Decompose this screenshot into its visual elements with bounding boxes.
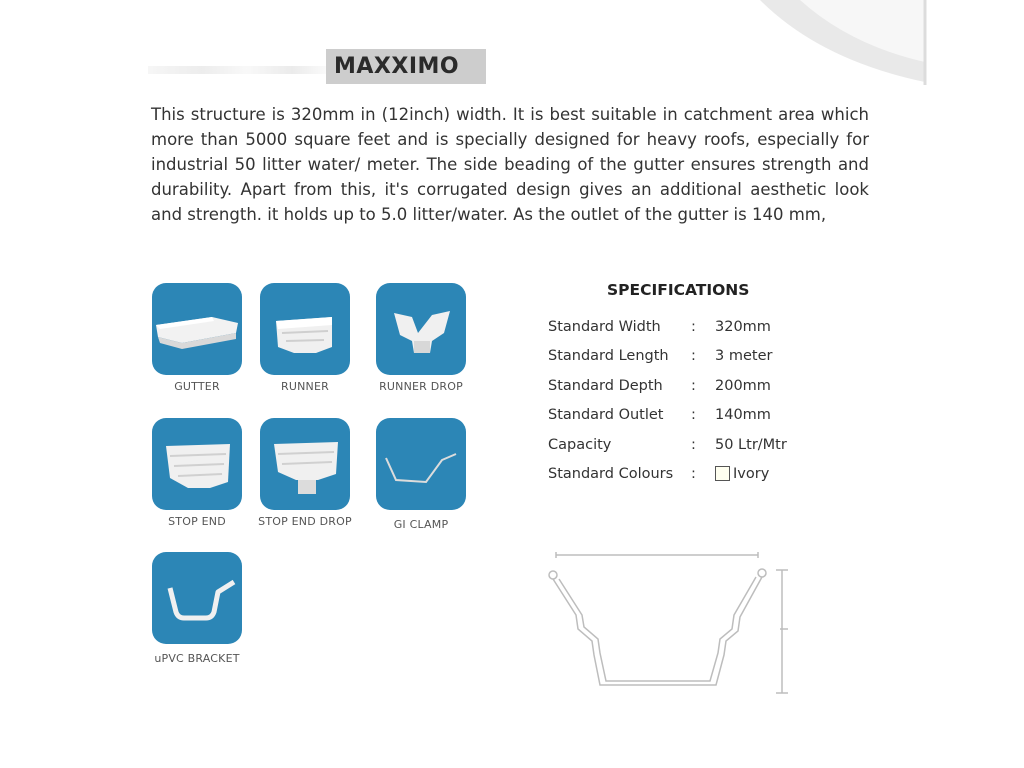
stop-end-label: STOP END — [168, 515, 226, 528]
spec-separator: : — [691, 466, 696, 482]
product-title: MAXXIMO — [326, 49, 486, 84]
spec-value: 3 meter — [715, 348, 773, 364]
runner-icon — [260, 283, 350, 375]
title-smudge — [148, 66, 328, 74]
product-description: This structure is 320mm in (12inch) width. It is best suitable in catchment area which more than 5000 square feet and is specially designed for heavy roofs, especially for industrial 50 litter water/ meter. The side beading of the gutter ensures strength and durability. Apart from this, it's corrugated design gives an additional aesthetic look and strength. it holds up to 5.0 litter/water. As the outlet of the gutter is 140 mm, — [151, 105, 869, 224]
colour-name: Ivory — [733, 466, 770, 482]
spec-value: 320mm — [715, 319, 771, 335]
spec-key: Standard Depth — [548, 378, 663, 394]
gutter-tile[interactable] — [152, 283, 242, 375]
gutter-label: GUTTER — [174, 380, 220, 393]
gutter-profile-diagram — [530, 545, 800, 705]
spec-key: Standard Length — [548, 348, 669, 364]
runner-label: RUNNER — [281, 380, 329, 393]
specifications-heading: SPECIFICATIONS — [607, 281, 750, 299]
spec-separator: : — [691, 378, 696, 394]
spec-separator: : — [691, 319, 696, 335]
spec-key: Standard Colours — [548, 466, 674, 482]
corner-decoration — [760, 0, 930, 90]
upvc-bracket-tile[interactable] — [152, 552, 242, 644]
spec-value: 50 Ltr/Mtr — [715, 437, 787, 453]
spec-value: 200mm — [715, 378, 771, 394]
gi-clamp-tile[interactable] — [376, 418, 466, 510]
runner-drop-icon — [376, 283, 466, 375]
runner-drop-tile[interactable] — [376, 283, 466, 375]
stop-end-drop-label: STOP END DROP — [258, 515, 352, 528]
gi-clamp-label: GI CLAMP — [393, 518, 449, 531]
spec-separator: : — [691, 348, 696, 364]
spec-key: Standard Outlet — [548, 407, 664, 423]
stop-end-drop-icon — [260, 418, 350, 510]
gi-clamp-icon — [376, 418, 466, 510]
upvc-bracket-label: uPVC BRACKET — [154, 652, 240, 665]
spec-value: 140mm — [715, 407, 771, 423]
spec-value — [715, 466, 769, 482]
upvc-bracket-icon — [152, 552, 242, 644]
spec-separator: : — [691, 407, 696, 423]
spec-key: Standard Width — [548, 319, 661, 335]
stop-end-tile[interactable] — [152, 418, 242, 510]
spec-separator: : — [691, 437, 696, 453]
stop-end-drop-tile[interactable] — [260, 418, 350, 510]
runner-tile[interactable] — [260, 283, 350, 375]
runner-drop-label: RUNNER DROP — [379, 380, 463, 393]
stop-end-icon — [152, 418, 242, 510]
spec-key: Capacity — [548, 437, 612, 453]
gutter-icon — [152, 283, 242, 375]
ivory-swatch — [715, 466, 730, 481]
